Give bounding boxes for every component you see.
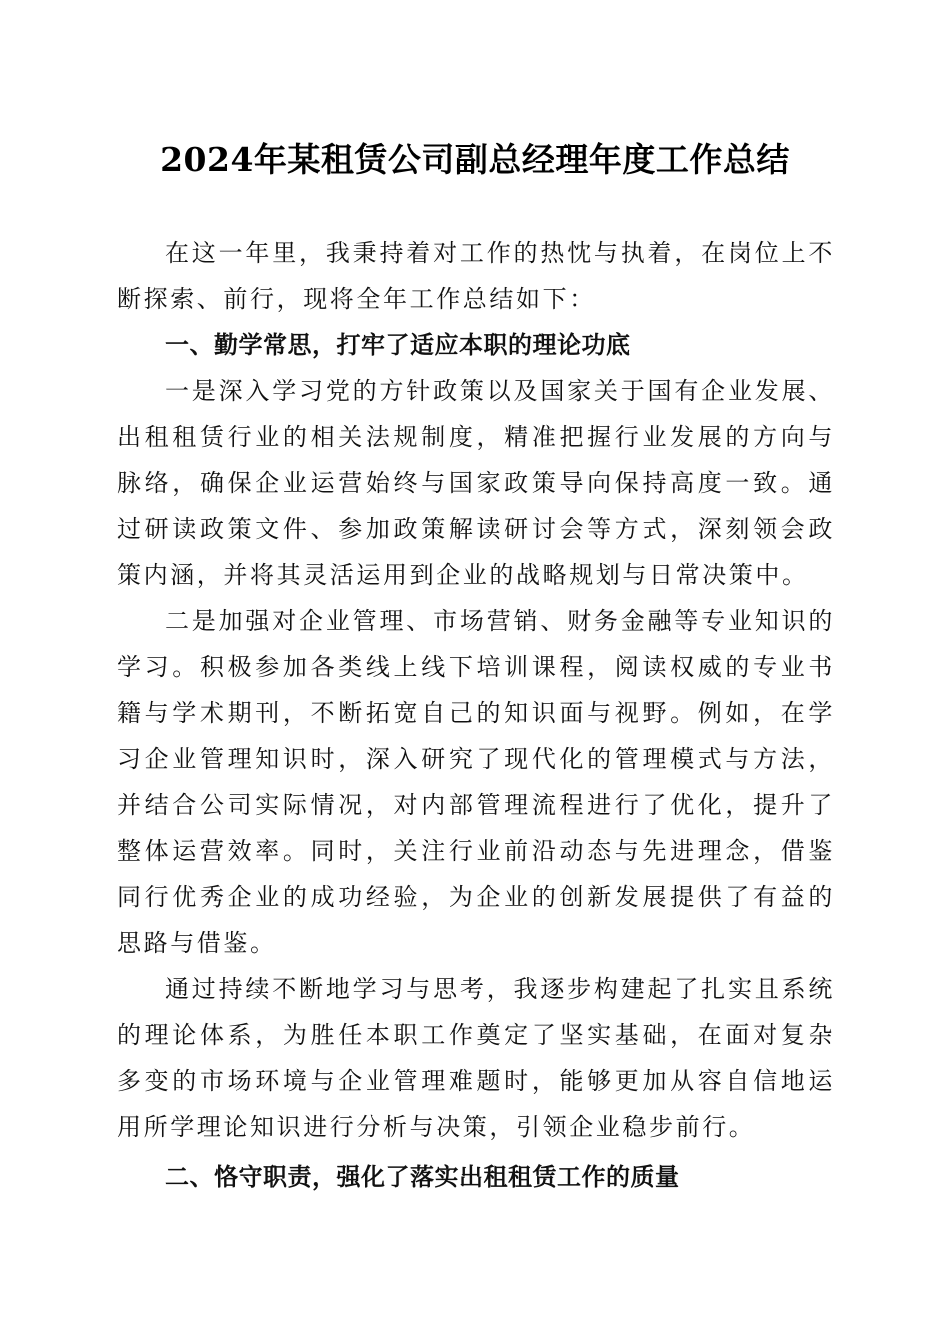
document-title: 2024年某租赁公司副总经理年度工作总结	[160, 140, 790, 179]
section-1-paragraph-3: 通过持续不断地学习与思考，我逐步构建起了扎实且系统的理论体系，为胜任本职工作奠定了坚实基础，在面对复杂多变的市场环境与企业管理难题时，能够更加从容自信地运用所学理论知识进行分析与决策，引领企业稳步前行。	[117, 975, 835, 1141]
section-1-paragraph-1: 一是深入学习党的方针政策以及国家关于国有企业发展、出租租赁行业的相关法规制度，精准把握行业发展的方向与脉络，确保企业运营始终与国家政策导向保持高度一致。通过研读政策文件、参加政策解读研讨会等方式，深刻领会政策内涵，并将其灵活运用到企业的战略规划与日常决策中。	[117, 377, 835, 589]
section-1-paragraph-2: 二是加强对企业管理、市场营销、财务金融等专业知识的学习。积极参加各类线上线下培训课程，阅读权威的专业书籍与学术期刊，不断拓宽自己的知识面与视野。例如，在学习企业管理知识时，深入研究了现代化的管理模式与方法，并结合公司实际情况，对内部管理流程进行了优化，提升了整体运营效率。同时，关注行业前沿动态与先进理念，借鉴同行优秀企业的成功经验，为企业的创新发展提供了有益的思路与借鉴。	[117, 607, 835, 957]
document-body	[117, 230, 835, 1200]
intro-paragraph: 在这一年里，我秉持着对工作的热忱与执着，在岗位上不断探索、前行，现将全年工作总结如下：	[117, 239, 835, 313]
section-2-heading: 二、恪守职责，强化了落实出租租赁工作的质量	[165, 1163, 680, 1191]
section-1-heading: 一、勤学常思，打牢了适应本职的理论功底	[165, 331, 631, 359]
